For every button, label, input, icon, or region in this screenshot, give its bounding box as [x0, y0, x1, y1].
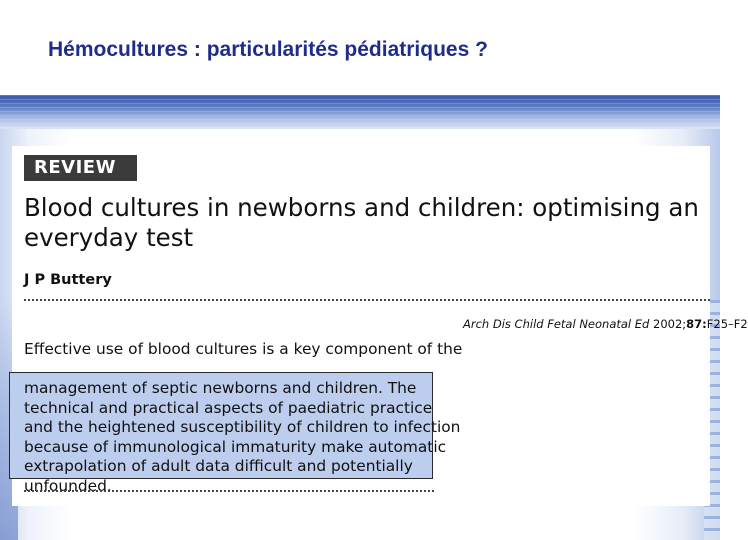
abstract-line: technical and practical aspects of paediatric practice	[24, 398, 433, 417]
header-bar-stripes	[0, 95, 720, 129]
citation-pages: F25–F2	[706, 317, 748, 331]
abstract-line: extrapolation of adult data difficult and potentially	[24, 457, 413, 475]
article-author: J P Buttery	[24, 272, 112, 288]
abstract-line: Effective use of blood cultures is a key component of the	[24, 340, 463, 358]
abstract-line: because of immunological immaturity make automatic	[24, 437, 447, 456]
abstract-line: and the heightened susceptibility of children to infection	[24, 418, 461, 436]
dotted-divider-bottom	[24, 490, 434, 492]
citation-journal: Arch Dis Child Fetal Neonatal Ed	[463, 317, 650, 331]
abstract-line: management of septic newborns and children. The	[24, 379, 417, 397]
abstract-line: unfounded.	[24, 476, 112, 495]
section-tag: REVIEW	[24, 155, 137, 181]
dotted-divider-top	[24, 299, 710, 301]
citation-volume: 87:	[686, 317, 707, 331]
citation-year: 2002;	[653, 317, 687, 331]
slide-header	[0, 0, 720, 95]
slide-title: Hémocultures : particularités pédiatriques ?	[48, 38, 488, 61]
highlighted-abstract	[24, 379, 461, 496]
article-citation	[463, 317, 748, 331]
article-title: Blood cultures in newborns and children: optimising an everyday test	[24, 193, 699, 252]
